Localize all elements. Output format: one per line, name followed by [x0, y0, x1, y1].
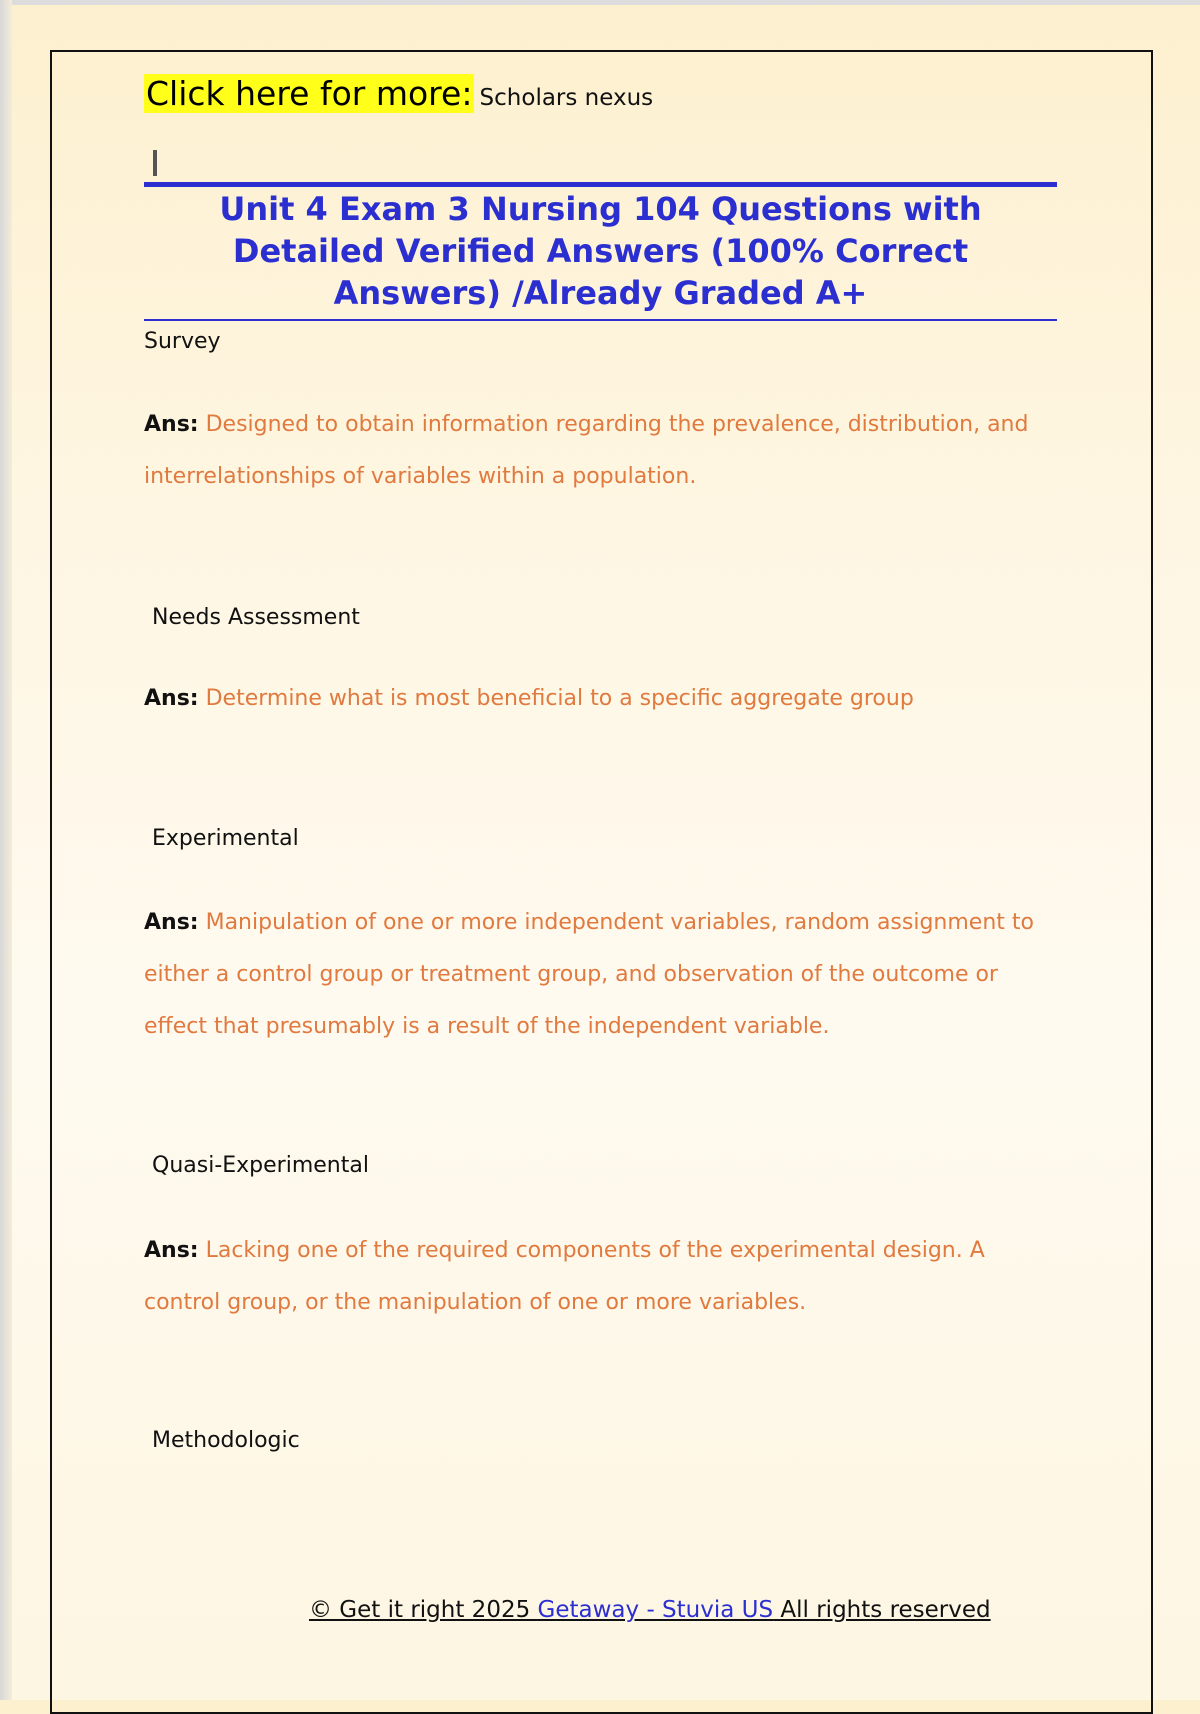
answer-text: Designed to obtain information regarding the prevalence, distribution, and interrelationships of variables within a population. — [144, 412, 1029, 489]
answer-quasi-experimental — [144, 1225, 1064, 1329]
footer-prefix: © Get it right 2025 — [309, 1597, 538, 1623]
answer-text: Determine what is most beneficial to a specific aggregate group — [205, 686, 914, 711]
term-needs-assessment: Needs Assessment — [152, 605, 360, 630]
answer-text: Manipulation of one or more independent variables, random assignment to either a control group or treatment group, and observation of the outcome or effect that presumably is a result of the independent variable. — [144, 910, 1034, 1039]
term-methodologic: Methodologic — [152, 1428, 300, 1453]
title-bottom-rule — [144, 319, 1057, 321]
ans-label: Ans: — [144, 686, 199, 711]
answer-experimental — [144, 897, 1064, 1053]
ans-label: Ans: — [144, 910, 199, 935]
term-survey: Survey — [144, 329, 221, 354]
footer-copyright — [309, 1597, 991, 1623]
document-title: Unit 4 Exam 3 Nursing 104 Questions with Detailed Verified Answers (100% Correct Answers) /Already Graded A+ — [219, 190, 982, 312]
ans-label: Ans: — [144, 412, 199, 437]
text-cursor — [153, 150, 157, 176]
answer-survey — [144, 399, 1064, 503]
answer-text: Lacking one of the required components of the experimental design. A control group, or the manipulation of one or more variables. — [144, 1238, 985, 1315]
footer-suffix: All rights reserved — [773, 1597, 991, 1623]
window-top-edge — [0, 0, 1200, 5]
title-top-rule — [144, 182, 1057, 187]
click-here-link[interactable]: Click here for more: — [146, 74, 473, 113]
term-quasi-experimental: Quasi-Experimental — [152, 1153, 369, 1178]
scholars-nexus-text[interactable]: Scholars nexus — [479, 85, 654, 111]
answer-needs-assessment — [144, 673, 1064, 725]
term-experimental: Experimental — [152, 826, 299, 851]
window-left-edge — [0, 0, 12, 1700]
ans-label: Ans: — [144, 1238, 199, 1263]
promo-line — [144, 74, 653, 113]
stuvia-link[interactable]: Getaway - Stuvia US — [537, 1597, 774, 1623]
